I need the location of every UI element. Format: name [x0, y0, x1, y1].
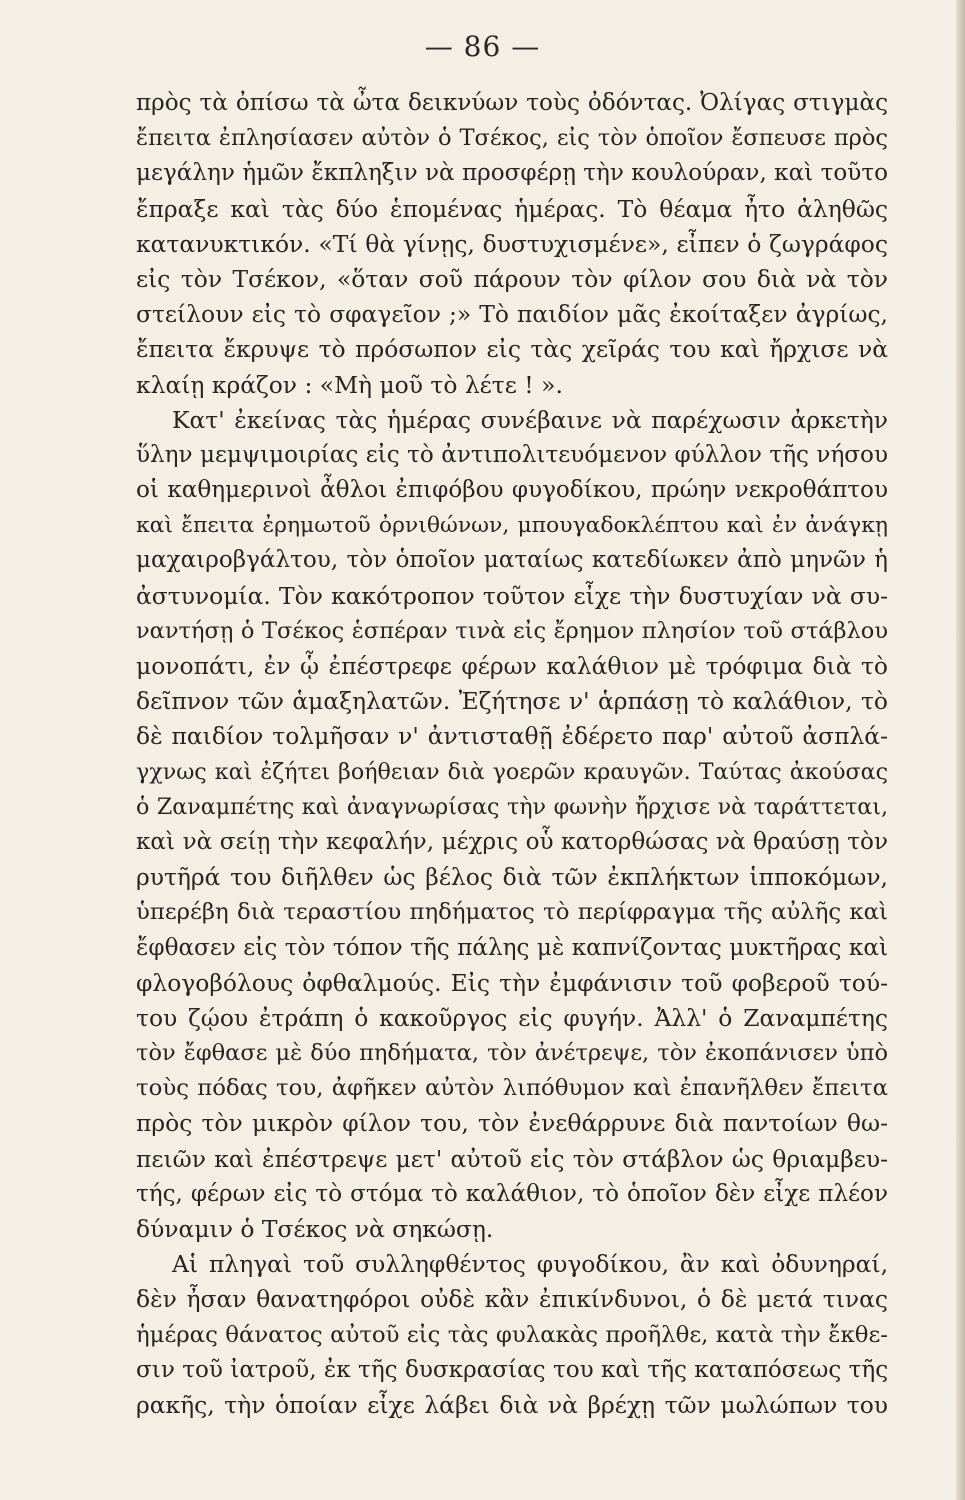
text-line: Κατ' ἐκείνας τὰς ἡμέρας συνέβαινε νὰ παρέχωσιν ἀρκετὴν: [172, 405, 888, 434]
text-line: μεγάλην ἡμῶν ἔκπληξιν νὰ προσφέρῃ τὴν κουλούραν, καὶ τοῦτο: [136, 160, 888, 187]
text-line: τὸν ἔφθασε μὲ δύο πηδήματα, τὸν ἀνέτρεψε, τὸν ἐκοπάνισεν ὑπὸ: [136, 1040, 888, 1067]
page-number: — 86 —: [424, 30, 541, 63]
page-edge: [956, 0, 965, 1500]
text-line: ὕλην μεμψιμοιρίας εἰς τὸ ἀντιπολιτευόμενον φύλλον τῆς νήσου: [136, 441, 888, 468]
text-line: γχνως καὶ ἐζήτει βοήθειαν διὰ γοερῶν κραυγῶν. Ταύτας ἀκούσας: [136, 758, 888, 785]
text-line: ρυτῆρά του διῆλθεν ὡς βέλος διὰ τῶν ἐκπλήκτων ἱπποκόμων,: [136, 863, 888, 892]
text-line: στείλουν εἰς τὸ σφαγεῖον ;» Τὸ παιδίον μᾶς ἐκοίταξεν ἀγρίως,: [136, 300, 888, 329]
text-line: ἔπειτα ἐπλησίασεν αὐτὸν ὁ Τσέκος, εἰς τὸν ὁποῖον ἔσπευσε πρὸς: [136, 125, 888, 152]
text-line: ὑπερέβη διὰ τεραστίου πηδήματος τὸ περίφραγμα τῆς αὐλῆς καὶ: [136, 899, 888, 926]
body-text: [136, 86, 888, 1423]
text-line: τής, φέρων εἰς τὸ στόμα τὸ καλάθιον, τὸ ὁποῖον δὲν εἶχε πλέον: [136, 1180, 888, 1207]
text-line: οἱ καθημερινοὶ ἆθλοι ἐπιφόβου φυγοδίκου, πρώην νεκροθάπτου: [136, 477, 888, 504]
text-line: εἰς τὸν Τσέκον, «ὅταν σοῦ πάρουν τὸν φίλον σου διὰ νὰ τὸν: [136, 264, 888, 293]
text-line: πειῶν καὶ ἐπέστρεψε μετ' αὐτοῦ εἰς τὸν στάβλον ὡς θριαμβευ-: [136, 1144, 888, 1173]
text-line: πρὸς τὸν μικρὸν φίλον του, τὸν ἐνεθάρρυνε διὰ παντοίων θω-: [136, 1109, 888, 1138]
text-line: κλαίῃ κράζον : «Μὴ μοῦ τὸ λέτε ! ».: [136, 370, 563, 399]
text-line: καὶ ἔπειτα ἐρημωτοῦ ὀρνιθώνων, μπουγαδοκλέπτου καὶ ἐν ἀνάγκῃ: [136, 513, 888, 539]
text-line: ἀστυνομία. Τὸν κακότροπον τοῦτον εἶχε τὴν δυστυχίαν νὰ συ-: [136, 581, 888, 610]
text-line: ἔφθασεν εἰς τὸν τόπον τῆς πάλης μὲ καπνίζοντας μυκτῆρας καὶ: [136, 934, 888, 961]
text-line: τοὺς πόδας του, ἀφῆκεν αὐτὸν λιπόθυμον καὶ ἐπανῆλθεν ἔπειτα: [136, 1075, 888, 1102]
text-line: ἔπραξε καὶ τὰς δύο ἑπομένας ἡμέρας. Τὸ θέαμα ἦτο ἀληθῶς: [136, 194, 888, 223]
text-line: πρὸς τὰ ὀπίσω τὰ ὦτα δεικνύων τοὺς ὀδόντας. Ὀλίγας στιγμὰς: [136, 90, 888, 116]
text-line: ἔπειτα ἔκρυψε τὸ πρόσωπον εἰς τὰς χεῖράς του καὶ ἤρχισε νὰ: [136, 335, 888, 364]
text-line: ρακῆς, τὴν ὁποίαν εἶχε λάβει διὰ νὰ βρέχῃ τῶν μωλώπων του: [136, 1390, 888, 1419]
text-line: δύναμιν ὁ Τσέκος νὰ σηκώσῃ.: [136, 1215, 494, 1243]
text-line: φλογοβόλους ὀφθαλμούς. Εἰς τὴν ἐμφάνισιν τοῦ φοβεροῦ τού-: [136, 968, 888, 997]
text-line: δὲ παιδίον τολμῆσαν ν' ἀντισταθῇ ἐδέρετο παρ' αὐτοῦ ἀσπλά-: [136, 722, 888, 751]
text-line: μαχαιροβγάλτου, τὸν ὁποῖον ματαίως κατεδίωκεν ἀπὸ μηνῶν ἡ: [136, 547, 888, 574]
text-line: Αἱ πληγαὶ τοῦ συλληφθέντος φυγοδίκου, ἂν καὶ ὀδυνηραί,: [172, 1250, 888, 1279]
text-line: ἡμέρας θάνατος αὐτοῦ εἰς τὰς φυλακὰς προῆλθε, κατὰ τὴν ἔκθε-: [136, 1321, 888, 1348]
text-line: δὲν ἦσαν θανατηφόροι οὐδὲ κἂν ἐπικίνδυνοι, ὁ δὲ μετά τινας: [136, 1285, 888, 1314]
text-line: κατανυκτικόν. «Τί θὰ γίνῃς, δυστυχισμένε», εἶπεν ὁ ζωγράφος: [136, 229, 888, 258]
text-line: δεῖπνον τῶν ἁμαξηλατῶν. Ἐζήτησε ν' ἁρπάσῃ τὸ καλάθιον, τὸ: [136, 687, 888, 716]
text-line: σιν τοῦ ἰατροῦ, ἐκ τῆς δυσκρασίας του καὶ τῆς καταπόσεως τῆς: [136, 1356, 889, 1383]
text-line: του ζῴου ἐτράπη ὁ κακοῦργος εἰς φυγήν. Ἀλλ' ὁ Ζαναμπέτης: [136, 1003, 888, 1032]
text-line: ναντήσῃ ὁ Τσέκος ἑσπέραν τινὰ εἰς ἔρημον πλησίον τοῦ στάβλου: [136, 617, 888, 644]
text-line: καὶ νὰ σείῃ τὴν κεφαλήν, μέχρις οὗ κατορθώσας νὰ θραύσῃ τὸν: [136, 828, 888, 855]
text-line: μονοπάτι, ἐν ᾧ ἐπέστρεφε φέρων καλάθιον μὲ τρόφιμα διὰ τὸ: [136, 652, 888, 680]
text-line: ὁ Ζαναμπέτης καὶ ἀναγνωρίσας τὴν φωνὴν ἤρχισε νὰ ταράττεται,: [136, 793, 888, 820]
